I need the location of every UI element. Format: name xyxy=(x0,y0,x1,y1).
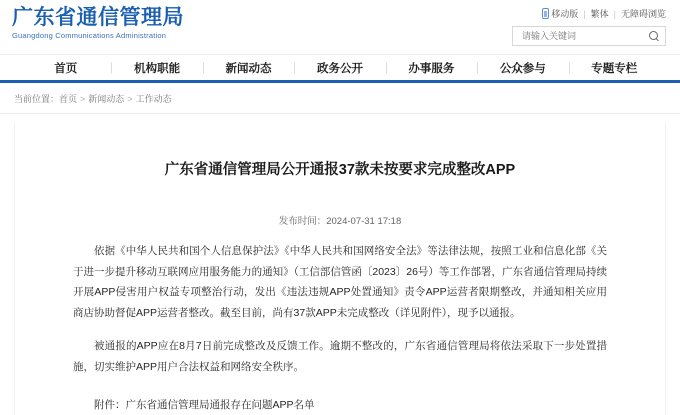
nav-item-topics[interactable]: 专题专栏 xyxy=(569,60,660,76)
search-input[interactable] xyxy=(520,30,648,42)
divider: | xyxy=(613,8,616,19)
search-box[interactable] xyxy=(512,26,666,46)
nav-item-organization[interactable]: 机构职能 xyxy=(111,60,202,76)
divider: | xyxy=(583,8,586,19)
breadcrumb-separator: > xyxy=(127,94,133,104)
breadcrumb-item-current: 工作动态 xyxy=(135,94,172,104)
site-logo[interactable] xyxy=(12,6,184,40)
nav-item-home[interactable]: 首页 xyxy=(54,63,78,75)
article-attachment-line: 附件：广东省通信管理局通报存在问题APP名单 xyxy=(94,398,315,411)
main-nav xyxy=(0,55,680,81)
top-link-mobile-label: 移动版 xyxy=(551,9,579,19)
article-paragraph: 被通报的APP应在8月7日前完成整改及反馈工作。逾期不整改的，广东省通信管理局将依法采取下一步处置措施，切实维护APP用户合法权益和网络安全秩序。 xyxy=(73,340,607,373)
breadcrumb-item-home[interactable]: 首页 xyxy=(59,94,78,104)
article-body xyxy=(45,241,635,415)
top-link-accessibility[interactable] xyxy=(621,7,666,20)
breadcrumb xyxy=(0,83,680,114)
header-utility-area xyxy=(512,7,666,46)
site-header xyxy=(0,0,680,54)
site-logo-en: Guangdong Communications Administration xyxy=(12,31,167,41)
nav-item-public-participation[interactable]: 公众参与 xyxy=(477,60,568,76)
article-paragraph: 依据《中华人民共和国个人信息保护法》《中华人民共和国网络安全法》等法律法规，按照工业和信息化部《关于进一步提升移动互联网应用服务能力的通知》（工信部信管函〔2023〕26号）等工作部署，广东省通信管理局持续开展APP侵害用户权益专项整治行动，发出《违法违规APP处置通知》责令APP运营者限期整改，并通知相关应用商店协助督促APP运营者整改。截至目前，尚有37款APP未完成整改（详见附件），现予以通报。 xyxy=(73,245,607,319)
breadcrumb-item-news[interactable]: 新闻动态 xyxy=(88,94,125,104)
nav-item-news[interactable]: 新闻动态 xyxy=(203,60,294,76)
search-icon[interactable] xyxy=(648,30,661,43)
main-nav-bar xyxy=(0,54,680,83)
top-link-traditional-label: 繁体 xyxy=(590,9,609,19)
article-card xyxy=(14,124,666,415)
top-utility-links xyxy=(512,7,666,20)
top-link-traditional[interactable] xyxy=(591,7,609,20)
top-link-accessibility-label: 无障碍浏览 xyxy=(620,9,666,19)
nav-item-government-disclosure[interactable]: 政务公开 xyxy=(294,60,385,76)
breadcrumb-prefix: 当前位置： xyxy=(14,94,60,104)
mobile-icon xyxy=(542,8,549,19)
page-title: 广东省通信管理局公开通报37款未按要求完成整改APP xyxy=(164,161,516,178)
article-region xyxy=(0,124,680,415)
top-link-mobile[interactable] xyxy=(542,7,578,20)
publish-time: 发布时间：2024-07-31 17:18 xyxy=(278,216,402,228)
breadcrumb-separator: > xyxy=(80,94,86,104)
nav-item-services[interactable]: 办事服务 xyxy=(386,60,477,76)
site-logo-cn: 广东省通信管理局 xyxy=(12,6,184,29)
